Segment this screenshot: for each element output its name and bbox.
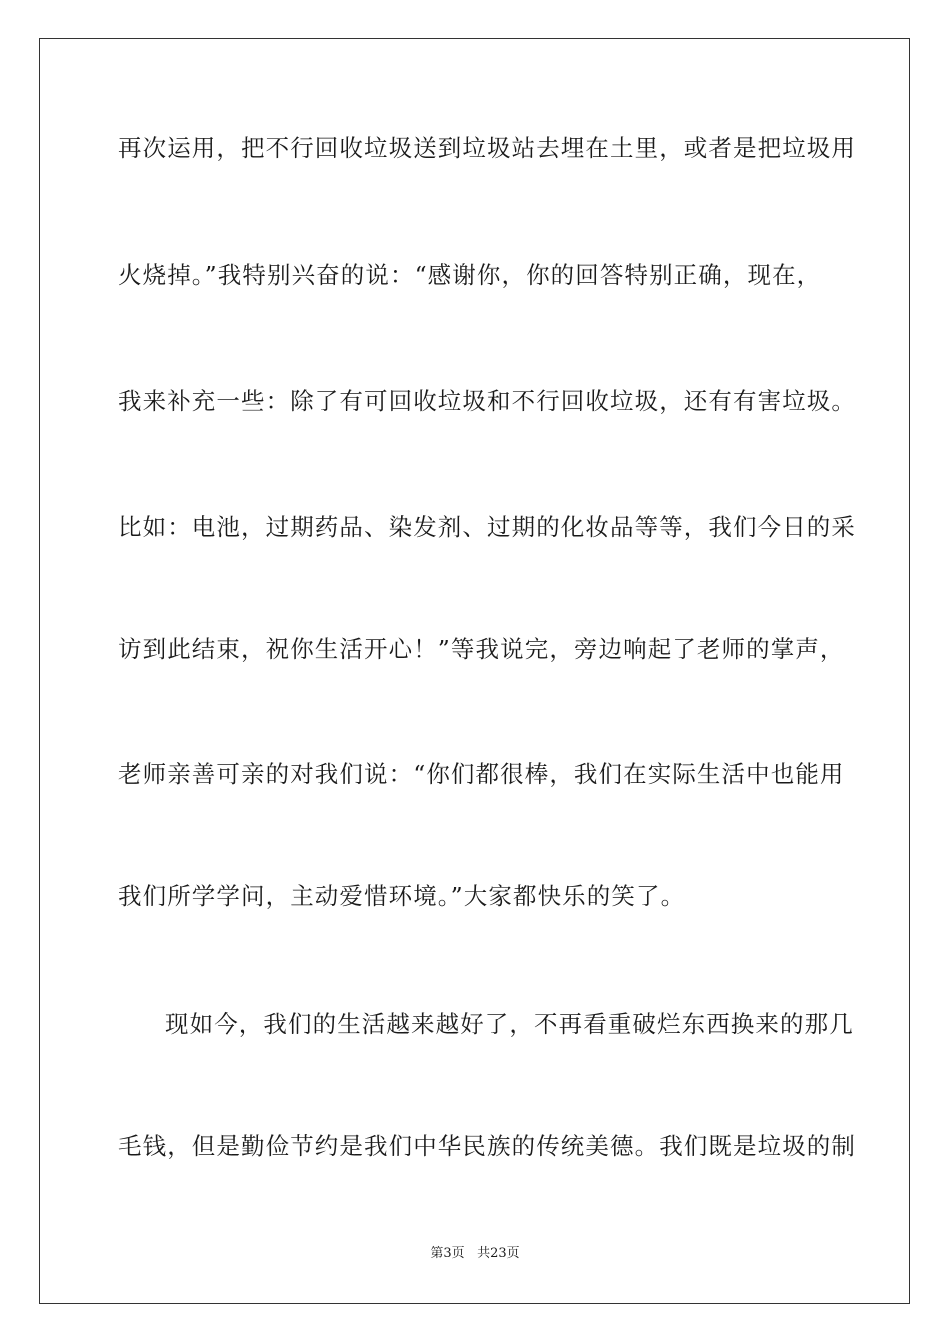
paragraph-first-line: 现如今，我们的生活越来越好了，不再看重破烂东西换来的那几 [165, 1010, 854, 1038]
body-text-line: 毛钱，但是勤俭节约是我们中华民族的传统美德。我们既是垃圾的制 [118, 1132, 856, 1160]
body-text-line: 再次运用，把不行回收垃圾送到垃圾站去埋在土里，或者是把垃圾用 [118, 134, 856, 162]
body-text-line: 我们所学学问，主动爱惜环境。”大家都快乐的笑了。 [118, 882, 686, 910]
body-text-line: 我来补充一些：除了有可回收垃圾和不行回收垃圾，还有有害垃圾。 [118, 387, 856, 415]
total-pages: 共23页 [477, 1246, 520, 1261]
body-text-line: 老师亲善可亲的对我们说：“你们都很棒，我们在实际生活中也能用 [118, 760, 845, 788]
page-number: 第3页 [430, 1246, 465, 1261]
page-footer [0, 1245, 950, 1263]
body-text-line: 访到此结束，祝你生活开心！”等我说完，旁边响起了老师的掌声， [118, 635, 845, 663]
page-border [39, 38, 910, 1304]
body-text-line: 火烧掉。”我特别兴奋的说：“感谢你，你的回答特别正确，现在， [118, 261, 822, 289]
body-text-line: 比如：电池，过期药品、染发剂、过期的化妆品等等，我们今日的采 [118, 513, 856, 541]
